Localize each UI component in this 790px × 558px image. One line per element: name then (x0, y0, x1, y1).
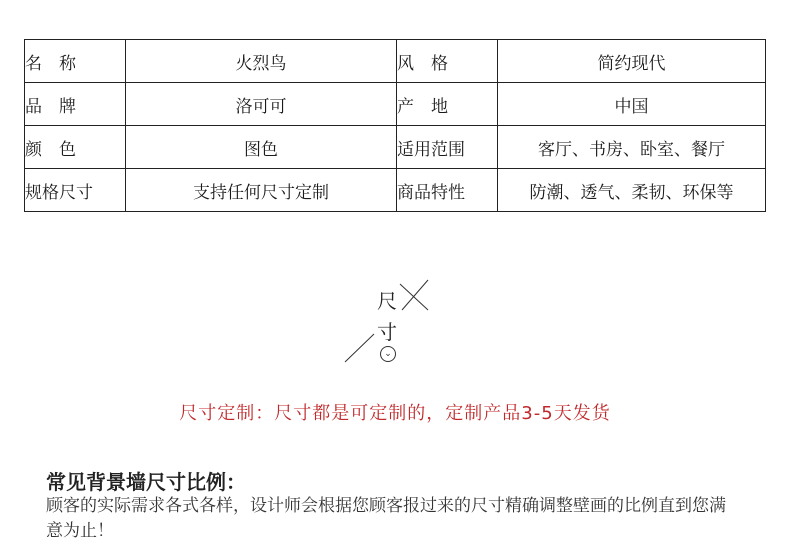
value-color: 图色 (126, 126, 397, 169)
table-row (25, 169, 766, 212)
value-usage: 客厅、书房、卧室、餐厅 (498, 126, 766, 169)
section-title: 常见背景墙尺寸比例： (46, 470, 246, 494)
label-style: 风 格 (397, 40, 498, 83)
label-origin: 产 地 (397, 83, 498, 126)
size-heading-char1: 尺 (377, 289, 397, 313)
value-features: 防潮、透气、柔韧、环保等 (498, 169, 766, 212)
section-body: 顾客的实际需求各式各样，设计师会根据您顾客报过来的尺寸精确调整壁画的比例直到您满意为止！ (46, 496, 726, 541)
value-size: 支持任何尺寸定制 (126, 169, 397, 212)
table-row (25, 126, 766, 169)
value-origin: 中国 (498, 83, 766, 126)
value-name: 火烈鸟 (126, 40, 397, 83)
label-color: 颜 色 (25, 126, 126, 169)
table-row (25, 40, 766, 83)
label-name: 名 称 (25, 40, 126, 83)
size-heading (342, 276, 434, 366)
value-style: 简约现代 (498, 40, 766, 83)
label-brand: 品 牌 (25, 83, 126, 126)
size-heading-char2: 寸 (377, 320, 397, 344)
label-features: 商品特性 (397, 169, 498, 212)
custom-size-note: 尺寸定制：尺寸都是可定制的，定制产品3-5天发货 (179, 403, 611, 424)
spec-table (24, 39, 766, 212)
label-usage: 适用范围 (397, 126, 498, 169)
label-size: 规格尺寸 (25, 169, 126, 212)
chevron-down-icon: ⌄ (380, 346, 396, 362)
value-brand: 洛可可 (126, 83, 397, 126)
table-row (25, 83, 766, 126)
